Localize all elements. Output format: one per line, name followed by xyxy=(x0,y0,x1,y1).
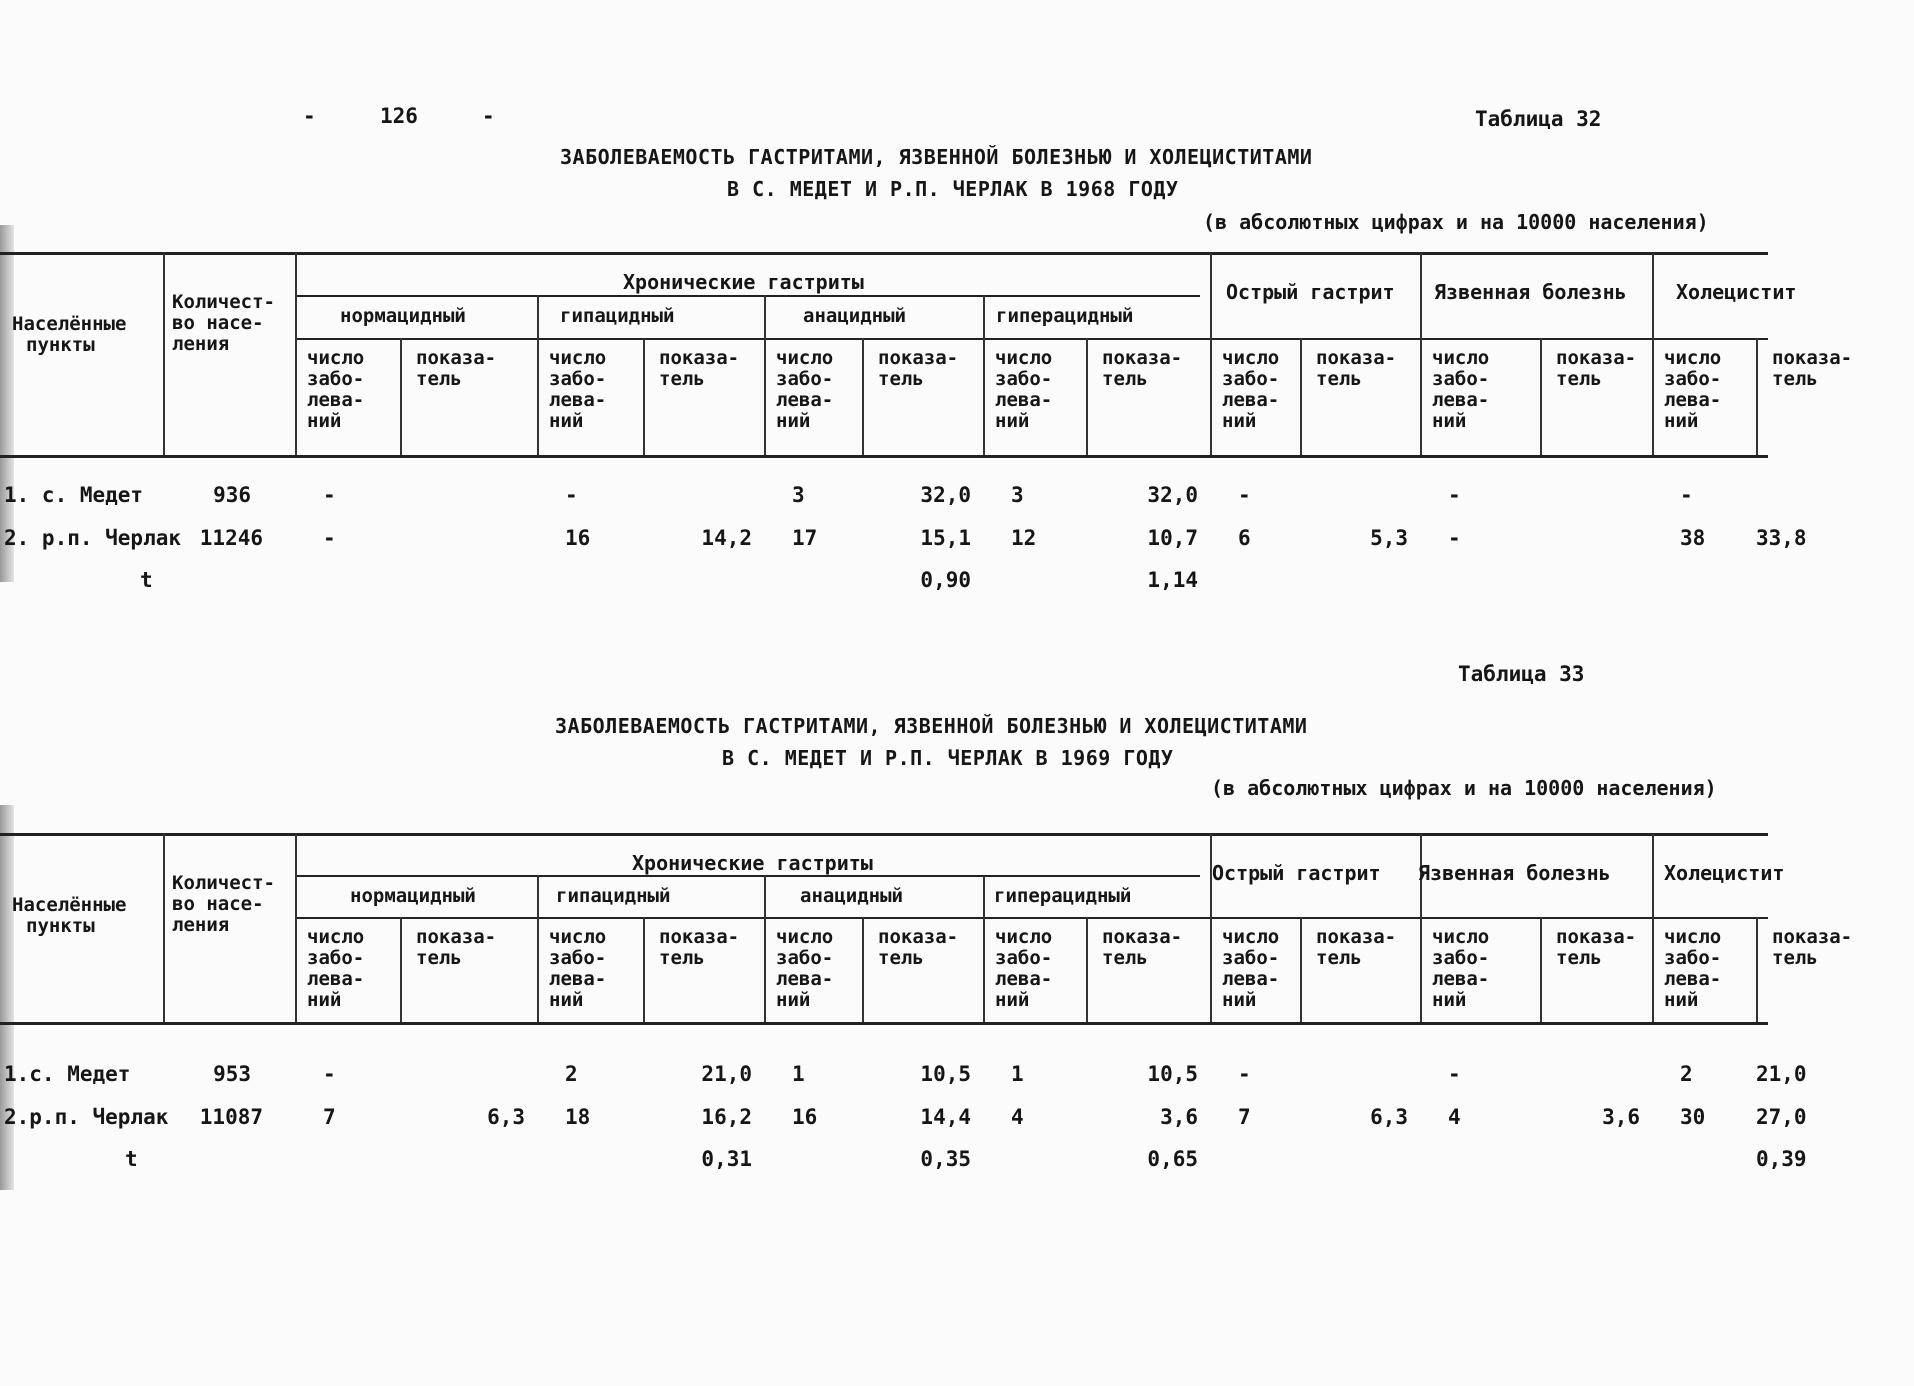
header-case-count: забо- xyxy=(1432,368,1490,390)
header-case-count: лева- xyxy=(307,389,365,411)
header-case-count: число xyxy=(1222,926,1280,948)
header-rate: показа- xyxy=(1556,926,1637,948)
table-title-line2: В С. МЕДЕТ И Р.П. ЧЕРЛАК В 1969 ГОДУ xyxy=(722,746,1174,770)
table-units-note: (в абсолютных цифрах и на 10000 населения) xyxy=(1211,776,1717,800)
header-case-count: ний xyxy=(1664,989,1699,1011)
header-case-count: забо- xyxy=(1664,947,1722,969)
column-divider xyxy=(1756,338,1758,455)
header-rate: тель xyxy=(1556,368,1602,390)
header-case-count: ний xyxy=(1664,410,1699,432)
header-case-count: число xyxy=(1432,347,1490,369)
header-bottom-rule xyxy=(0,1022,1768,1025)
header-case-count: число xyxy=(1222,347,1280,369)
header-case-count: лева- xyxy=(307,968,365,990)
column-divider xyxy=(764,875,766,1022)
header-case-count: число xyxy=(1664,926,1722,948)
row-settlement-name: 1. с. Медет xyxy=(4,483,144,507)
header-anacid: анацидный xyxy=(803,305,906,327)
chronic-group-rule xyxy=(295,875,1200,877)
header-population: во насе- xyxy=(172,312,264,334)
table-cell: - xyxy=(1238,483,1251,507)
table-cell: 4 xyxy=(1448,1105,1461,1129)
table-cell: 0,35 xyxy=(920,1147,971,1171)
row-population: 11087 xyxy=(199,1105,263,1129)
header-case-count: число xyxy=(1664,347,1722,369)
table-cell: 16,2 xyxy=(701,1105,752,1129)
header-settlements: пункты xyxy=(26,334,95,356)
header-case-count: забо- xyxy=(776,947,834,969)
header-case-count: число xyxy=(995,926,1053,948)
row-settlement-name: 2.р.п. Черлак xyxy=(4,1105,169,1129)
header-rate: тель xyxy=(1772,368,1818,390)
header-population: во насе- xyxy=(172,893,264,915)
page-number: 126 xyxy=(380,104,418,128)
header-population: ления xyxy=(172,914,230,936)
header-rate: показа- xyxy=(1772,926,1853,948)
header-case-count: число xyxy=(776,347,834,369)
table-cell: 3,6 xyxy=(1160,1105,1198,1129)
table-cell: 1 xyxy=(1011,1062,1024,1086)
column-divider xyxy=(1300,338,1302,455)
table-top-rule xyxy=(0,252,1768,255)
header-case-count: лева- xyxy=(1432,968,1490,990)
header-hypacid: гипацидный xyxy=(560,305,675,327)
row-settlement-name: 1.с. Медет xyxy=(4,1062,131,1086)
header-rate: показа- xyxy=(416,347,497,369)
header-population: ления xyxy=(172,333,230,355)
subtype-rule xyxy=(295,917,1768,919)
header-rate: показа- xyxy=(659,926,740,948)
table-cell: 7 xyxy=(323,1105,336,1129)
header-rate: тель xyxy=(659,947,705,969)
header-rate: показа- xyxy=(1102,926,1183,948)
header-case-count: лева- xyxy=(1222,389,1280,411)
header-normacid: нормацидный xyxy=(340,305,466,327)
header-case-count: забо- xyxy=(995,368,1053,390)
column-divider xyxy=(862,917,864,1022)
table-cell: 32,0 xyxy=(1147,483,1198,507)
header-rate: показа- xyxy=(1316,926,1397,948)
header-case-count: забо- xyxy=(549,947,607,969)
table-cell: 7 xyxy=(1238,1105,1251,1129)
column-divider xyxy=(862,338,864,455)
header-rate: показа- xyxy=(878,347,959,369)
column-divider xyxy=(643,917,645,1022)
header-case-count: число xyxy=(307,926,365,948)
table-cell: - xyxy=(1448,526,1461,550)
table-cell: - xyxy=(323,483,336,507)
table-cell: 38 xyxy=(1680,526,1706,550)
column-divider xyxy=(537,295,539,455)
row-population: 936 xyxy=(213,483,251,507)
header-rate: тель xyxy=(1556,947,1602,969)
column-divider xyxy=(1756,917,1758,1022)
column-divider xyxy=(1420,252,1422,455)
column-divider xyxy=(1540,917,1542,1022)
header-rate: показа- xyxy=(416,926,497,948)
table-cell: 14,2 xyxy=(701,526,752,550)
header-case-count: число xyxy=(776,926,834,948)
column-divider xyxy=(1540,338,1542,455)
header-hyperacid: гиперацидный xyxy=(996,305,1134,327)
header-case-count: число xyxy=(995,347,1053,369)
scan-edge xyxy=(0,805,14,1190)
table-cell: 3 xyxy=(1011,483,1024,507)
column-divider xyxy=(1210,252,1212,455)
header-rate: тель xyxy=(1316,368,1362,390)
header-hypacid: гипацидный xyxy=(556,885,671,907)
row-population: 11246 xyxy=(199,526,263,550)
table-caption: Таблица 33 xyxy=(1458,662,1585,686)
column-divider xyxy=(1652,252,1654,455)
page-dash: - xyxy=(482,104,495,128)
table-cell: 0,31 xyxy=(701,1147,752,1171)
header-case-count: число xyxy=(549,926,607,948)
table-cell: 18 xyxy=(565,1105,591,1129)
header-case-count: лева- xyxy=(995,968,1053,990)
table-cell: 10,5 xyxy=(920,1062,971,1086)
header-rate: тель xyxy=(659,368,705,390)
table-top-rule xyxy=(0,833,1768,836)
header-rate: тель xyxy=(878,368,924,390)
header-peptic-ulcer: Язвенная болезнь xyxy=(1434,280,1627,304)
header-case-count: лева- xyxy=(1664,968,1722,990)
header-case-count: ний xyxy=(549,989,584,1011)
table-cell: 21,0 xyxy=(701,1062,752,1086)
header-rate: тель xyxy=(416,368,462,390)
header-bottom-rule xyxy=(0,455,1768,458)
header-rate: показа- xyxy=(1316,347,1397,369)
header-case-count: ний xyxy=(776,989,811,1011)
header-rate: тель xyxy=(416,947,462,969)
header-case-count: ний xyxy=(307,989,342,1011)
header-case-count: число xyxy=(549,347,607,369)
table-cell: 17 xyxy=(792,526,818,550)
header-settlements: Населённые xyxy=(12,894,127,916)
header-case-count: забо- xyxy=(307,947,365,969)
header-case-count: забо- xyxy=(995,947,1053,969)
header-case-count: забо- xyxy=(1222,368,1280,390)
table-cell: 10,7 xyxy=(1147,526,1198,550)
header-case-count: лева- xyxy=(1664,389,1722,411)
column-divider xyxy=(1086,338,1088,455)
header-chronic-gastritis: Хронические гастриты xyxy=(623,270,864,294)
header-rate: тель xyxy=(1772,947,1818,969)
table-cell: - xyxy=(565,483,578,507)
header-case-count: ний xyxy=(1432,989,1467,1011)
header-acute-gastritis: Острый гастрит xyxy=(1226,280,1395,304)
header-anacid: анацидный xyxy=(800,885,903,907)
table-title-line1: ЗАБОЛЕВАЕМОСТЬ ГАСТРИТАМИ, ЯЗВЕННОЙ БОЛЕЗНЬЮ И ХОЛЕЦИСТИТАМИ xyxy=(555,714,1308,738)
header-case-count: ний xyxy=(995,410,1030,432)
header-case-count: ний xyxy=(307,410,342,432)
table-cell: 12 xyxy=(1011,526,1037,550)
table-cell: 10,5 xyxy=(1147,1062,1198,1086)
header-case-count: ний xyxy=(995,989,1030,1011)
table-cell: 6,3 xyxy=(487,1105,525,1129)
table-cell: 16 xyxy=(565,526,591,550)
header-settlements: Населённые xyxy=(12,313,127,335)
header-rate: тель xyxy=(1102,368,1148,390)
table-cell: 3 xyxy=(792,483,805,507)
chronic-group-rule xyxy=(295,295,1200,297)
header-rate: тель xyxy=(1102,947,1148,969)
column-divider xyxy=(983,295,985,455)
column-divider xyxy=(1300,917,1302,1022)
table-cell: 14,4 xyxy=(920,1105,971,1129)
header-rate: показа- xyxy=(878,926,959,948)
header-rate: показа- xyxy=(659,347,740,369)
header-case-count: забо- xyxy=(1432,947,1490,969)
table-cell: 1 xyxy=(792,1062,805,1086)
column-divider xyxy=(1086,917,1088,1022)
header-case-count: число xyxy=(1432,926,1490,948)
header-case-count: забо- xyxy=(776,368,834,390)
header-case-count: забо- xyxy=(1664,368,1722,390)
table-title-line2: В С. МЕДЕТ И Р.П. ЧЕРЛАК В 1968 ГОДУ xyxy=(727,177,1179,201)
header-case-count: ний xyxy=(1222,989,1257,1011)
table-units-note: (в абсолютных цифрах и на 10000 населения) xyxy=(1203,210,1709,234)
table-cell: 1,14 xyxy=(1147,568,1198,592)
header-case-count: забо- xyxy=(307,368,365,390)
header-case-count: ний xyxy=(549,410,584,432)
header-population: Количест- xyxy=(172,291,275,313)
table-cell: 3,6 xyxy=(1602,1105,1640,1129)
header-case-count: лева- xyxy=(549,968,607,990)
header-rate: тель xyxy=(1316,947,1362,969)
column-divider xyxy=(983,875,985,1022)
row-population: 953 xyxy=(213,1062,251,1086)
table-cell: 0,90 xyxy=(920,568,971,592)
column-divider xyxy=(400,338,402,455)
header-case-count: лева- xyxy=(1222,968,1280,990)
table-cell: 2 xyxy=(565,1062,578,1086)
table-cell: 32,0 xyxy=(920,483,971,507)
table-cell: - xyxy=(1448,483,1461,507)
table-cell: - xyxy=(1238,1062,1251,1086)
header-normacid: нормацидный xyxy=(350,885,476,907)
page-dash: - xyxy=(303,104,316,128)
table-cell: 0,65 xyxy=(1147,1147,1198,1171)
column-divider xyxy=(295,833,297,1022)
table-cell: - xyxy=(323,526,336,550)
header-case-count: лева- xyxy=(776,968,834,990)
header-case-count: ний xyxy=(776,410,811,432)
header-rate: тель xyxy=(878,947,924,969)
table-cell: 30 xyxy=(1680,1105,1706,1129)
header-case-count: число xyxy=(307,347,365,369)
header-population: Количест- xyxy=(172,872,275,894)
header-case-count: лева- xyxy=(995,389,1053,411)
table-cell: 15,1 xyxy=(920,526,971,550)
header-rate: показа- xyxy=(1556,347,1637,369)
header-case-count: лева- xyxy=(549,389,607,411)
header-cholecystitis: Холецистит xyxy=(1676,280,1797,304)
table-cell: 5,3 xyxy=(1370,526,1408,550)
column-divider xyxy=(163,833,165,1022)
header-case-count: лева- xyxy=(1432,389,1490,411)
header-rate: показа- xyxy=(1772,347,1853,369)
header-case-count: лева- xyxy=(776,389,834,411)
column-divider xyxy=(764,295,766,455)
header-peptic-ulcer: Язвенная болезнь xyxy=(1418,861,1611,885)
header-case-count: ний xyxy=(1432,410,1467,432)
header-case-count: ний xyxy=(1222,410,1257,432)
row-settlement-name: t xyxy=(125,1147,138,1171)
header-settlements: пункты xyxy=(26,915,95,937)
table-cell: 2 xyxy=(1680,1062,1693,1086)
header-cholecystitis: Холецистит xyxy=(1664,861,1785,885)
header-case-count: забо- xyxy=(549,368,607,390)
column-divider xyxy=(1652,833,1654,1022)
column-divider xyxy=(163,252,165,455)
column-divider xyxy=(537,875,539,1022)
header-rate: показа- xyxy=(1102,347,1183,369)
table-cell: - xyxy=(1448,1062,1461,1086)
table-cell: - xyxy=(1680,483,1693,507)
table-cell: 6 xyxy=(1238,526,1251,550)
header-chronic-gastritis: Хронические гастриты xyxy=(632,851,873,875)
column-divider xyxy=(643,338,645,455)
table-caption: Таблица 32 xyxy=(1475,107,1602,131)
subtype-rule xyxy=(295,338,1768,340)
header-hyperacid: гиперацидный xyxy=(994,885,1132,907)
table-cell: 16 xyxy=(792,1105,818,1129)
column-divider xyxy=(295,252,297,455)
header-case-count: забо- xyxy=(1222,947,1280,969)
table-cell: - xyxy=(323,1062,336,1086)
table-cell: 4 xyxy=(1011,1105,1024,1129)
row-settlement-name: t xyxy=(140,568,153,592)
row-settlement-name: 2. р.п. Черлак xyxy=(4,526,182,550)
table-cell: 6,3 xyxy=(1370,1105,1408,1129)
column-divider xyxy=(400,917,402,1022)
header-acute-gastritis: Острый гастрит xyxy=(1212,861,1381,885)
table-title-line1: ЗАБОЛЕВАЕМОСТЬ ГАСТРИТАМИ, ЯЗВЕННОЙ БОЛЕЗНЬЮ И ХОЛЕЦИСТИТАМИ xyxy=(560,145,1313,169)
